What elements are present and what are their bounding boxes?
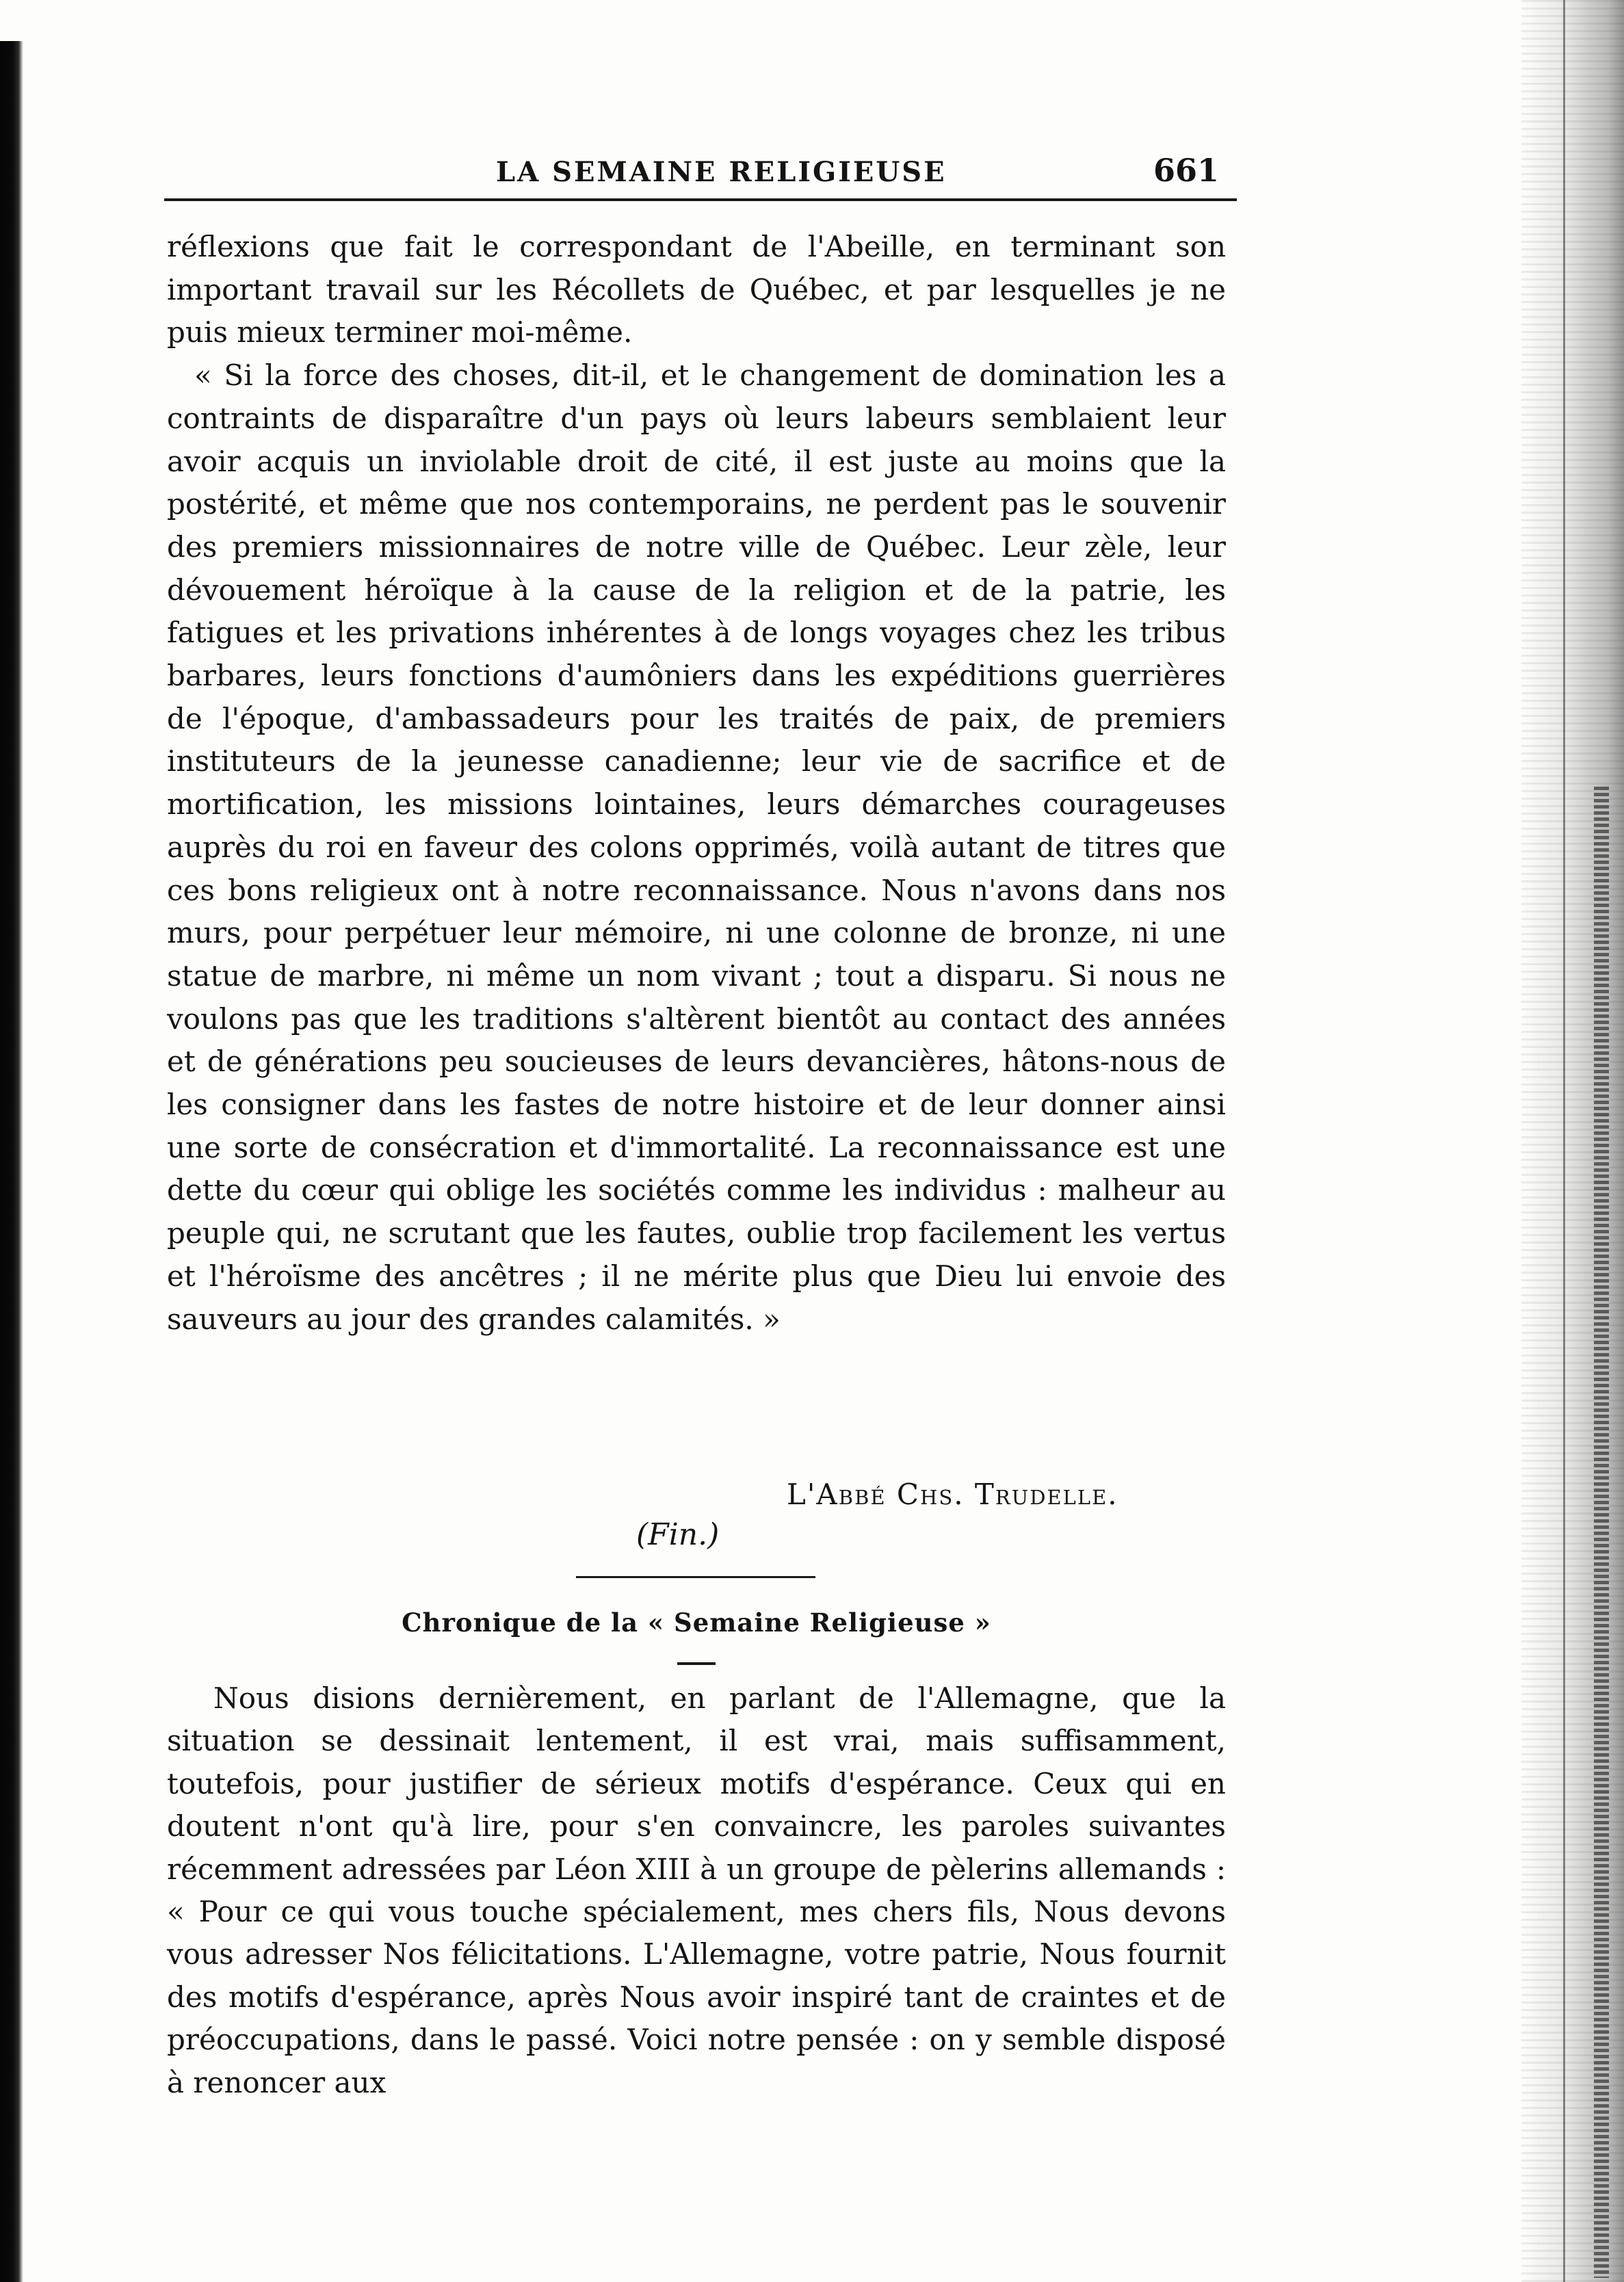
section-divider [576, 1576, 815, 1578]
chronicle-heading: Chronique de la « Semaine Religieuse » [402, 1608, 991, 1638]
binding-edge-shadow [0, 41, 23, 2282]
chronicle-paragraph: Nous disions dernièrement, en parlant de l'Allemagne, que la situation se dessinait lentement, il est vrai, mais suffisamment, toutefois, pour justifier de sérieux motifs d'espérance. Ceux qui en doutent n'ont qu'à lire, pour s'en convaincre, les paroles suivantes récemment adressées par Léon XIII à un groupe de pèlerins allemands : « Pour ce qui vous touche spécialement, mes chers fils, Nous devons vous adresser Nos félicitations. L'Allemagne, votre patrie, Nous fournit des motifs d'espérance, après Nous avoir inspiré tant de craintes et de préoccupations, dans le passé. Voici notre pensée : on y semble disposé à renoncer aux [167, 1681, 1226, 2099]
article-conclusion [167, 226, 1226, 1341]
header-rule [164, 198, 1237, 201]
running-head-title: LA SEMAINE RELIGIEUSE [496, 156, 947, 188]
page-edge-line [1563, 0, 1565, 2282]
page-edge-texture [1594, 787, 1609, 2278]
article-quote-paragraph: « Si la force des choses, dit-il, et le changement de domination les a contraints de disparaître d'un pays où leurs labeurs semblaient leur avoir acquis un inviolable droit de cité, il est juste au moins que la postérité, et même que nos contemporains, ne perdent pas le souvenir des premiers missionnaires de notre ville de Québec. Leur zèle, leur dévouement héroïque à la cause de la religion et de la patrie, les fatigues et les privations inhérentes à de longs voyages chez les tribus barbares, leurs fonctions d'aumôniers dans les expéditions guerrières de l'époque, d'ambassadeurs pour les traités de paix, de premiers instituteurs de la jeunesse canadienne; leur vie de sacrifice et de mortification, les missions lointaines, leurs démarches courageuses auprès du roi en faveur des colons opprimés, voilà autant de titres que ces bons religieux ont à notre reconnaissance. Nous n'avons dans nos murs, pour perpétuer leur mémoire, ni une colonne de bronze, ni une statue de marbre, ni même un nom vivant ; tout a disparu. Si nous ne voulons pas que les traditions s'altèrent bientôt au contact des années et de générations peu soucieuses de leurs devancières, hâtons-nous de les consigner dans les fastes de notre histoire et de leur donner ainsi une sorte de consécration et d'immortalité. La reconnaissance est une dette du cœur qui oblige les sociétés comme les individus : malheur au peuple qui, ne scrutant que les fautes, oublie trop facilement les vertus et l'héroïsme des ancêtres ; il ne mérite plus que Dieu lui envoie des sauveurs au jour des grandes calamités. » [167, 358, 1226, 1336]
running-head [164, 152, 1231, 197]
article-end-mark: (Fin.) [636, 1517, 720, 1552]
article-intro-paragraph: réflexions que fait le correspondant de l'Abeille, en terminant son important travail sur les Récollets de Québec, et par lesquelles je ne puis mieux terminer moi-même. [167, 230, 1226, 350]
heading-rule [677, 1662, 716, 1665]
page-number: 661 [1153, 152, 1219, 189]
author-signature: L'Abbé Chs. Trudelle. [787, 1478, 1118, 1511]
chronicle-body [167, 1677, 1226, 2104]
